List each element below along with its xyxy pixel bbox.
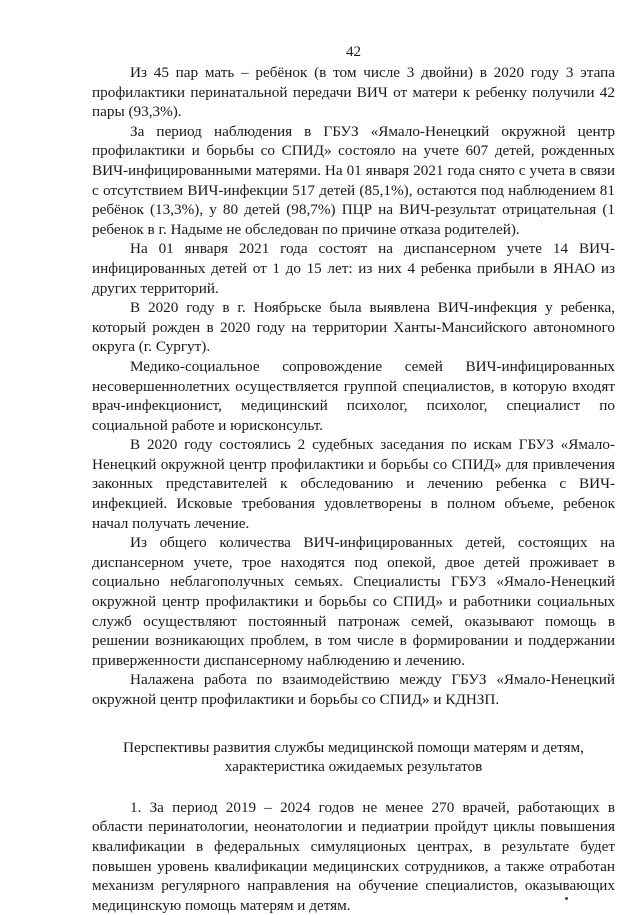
page-number: 42	[346, 44, 361, 60]
scan-dot-mark	[565, 897, 568, 900]
paragraph-court-hearings: В 2020 году состоялись 2 судебных заседания по искам ГБУЗ «Ямало-Ненецкий окружной центр профилактики и борьбы со СПИД» для привлечения законных представителей к обследованию и лечению ребенка с ВИЧ-инфекцией. Исковые требования удовлетворены в полном объеме, ребенок начал получать лечение.	[92, 436, 615, 532]
section-heading: Перспективы развития службы медицинской помощи матерям и детям, характеристика ожидаемых результатов	[123, 738, 584, 776]
paragraph-medical-social-support: Медико-социальное сопровождение семей ВИЧ-инфицированных несовершеннолетних осуществляется группой специалистов, в которую входят врач-инфекционист, медицинский психолог, психолог, специалист по социальной работе и юрисконсульт.	[92, 357, 615, 434]
paragraph-noyabrsk-case: В 2020 году в г. Ноябрьске была выявлена ВИЧ-инфекция у ребенка, который рожден в 2020 году на территории Ханты-Мансийского автономного округа (г. Сургут).	[92, 299, 615, 356]
document-page	[92, 0, 615, 914]
paragraph-dispensary-registration: На 01 января 2021 года состоят на диспансерном учете 14 ВИЧ-инфицированных детей от 1 до 15 лет: из них 4 ребенка прибыли в ЯНАО из других территорий.	[92, 240, 615, 297]
paragraph-training-plan: 1. За период 2019 – 2024 годов не менее 270 врачей, работающих в области перинатологии, неонатологии и педиатрии пройдут циклы повышения квалификации в федеральных симуляционых центрах, в результате будет повышен уровень квалификации медицинских сотрудников, а также отработан механизм регулярного направления на обучение специалистов, оказывающих медицинскую помощь матерям и детям.	[92, 798, 615, 914]
paragraph-observation-period: За период наблюдения в ГБУЗ «Ямало-Ненецкий окружной центр профилактики и борьбы со СПИД» состояло на учете 607 детей, рожденных ВИЧ-инфицированными матерями. На 01 января 2021 года снято с учета в связи с отсутствием ВИЧ-инфекции 517 детей (85,1%), остаются под наблюдением 81 ребёнок (13,3%), у 80 детей (98,7%) ПЦР на ВИЧ-результат отрицательная (1 ребенок в г. Надыме не обследован по причине отказа родителей).	[92, 122, 615, 238]
paragraph-interaction-kdnzp: Налажена работа по взаимодействию между ГБУЗ «Ямало-Ненецкий окружной центр профилактики и борьбы со СПИД» и КДНЗП.	[92, 671, 615, 708]
page-body	[92, 63, 615, 915]
paragraph-pairs-prophylaxis: Из 45 пар мать – ребёнок (в том числе 3 двойни) в 2020 году 3 этапа профилактики перинатальной передачи ВИЧ от матери к ребенку получили 42 пары (93,3%).	[92, 64, 615, 121]
paragraph-guardianship: Из общего количества ВИЧ-инфицированных детей, состоящих на диспансерном учете, трое находятся под опекой, двое детей проживает в социально неблагополучных семьях. Специалисты ГБУЗ «Ямало-Ненецкий окружной центр профилактики и борьбы со СПИД» и работники социальных служб осуществляют постоянный патронаж семей, оказывают помощь в решении возникающих проблем, в том числе в формировании и поддержании приверженности диспансерному наблюдению и лечению.	[92, 534, 615, 669]
